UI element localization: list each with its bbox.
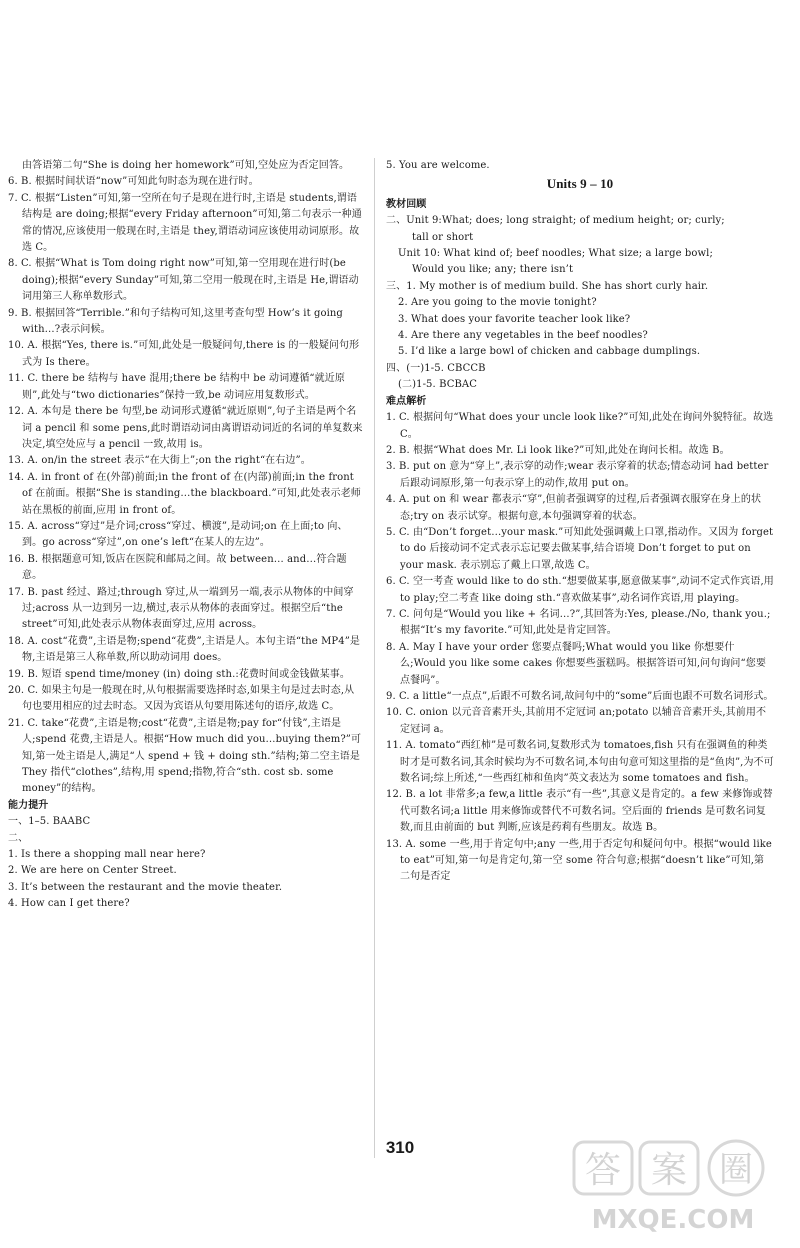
- answer-text: 问句是“Would you like + 名词…?”,其回答为:Yes, please./No, thank you.;根据“It’s my favorite.”可知,此处是肯定回答。: [400, 608, 771, 637]
- right-top-line: 5. You are welcome.: [386, 160, 490, 171]
- review-answer-line: tall or short: [412, 231, 474, 243]
- answer-text: on/in the street 表示“在大街上”;on the right“在右边”。: [41, 455, 311, 467]
- answer-text: 本句是 there be 句型,be 动词形式遵循“就近原则”,句子主语是两个名词 a pencil 和 some pens,此时谓语动词由离谓语动词近的名词的单复数来决定,填空处应与 a pencil 一致,故用 is。: [22, 406, 363, 450]
- answer-number: 6. C.: [386, 576, 413, 588]
- review-answers: [386, 213, 774, 393]
- review-answer-line: Would you like; any; there isn’t: [412, 264, 574, 276]
- answer-number: 13. A.: [386, 838, 420, 850]
- review-answer-line: 5. I’d like a large bowl of chicken and cabbage dumplings.: [398, 346, 701, 358]
- review-answer-line: 4. Are there any vegetables in the beef noodles?: [398, 330, 648, 342]
- answer-text: cost“花费”,主语是物;spend“花费”,主语是人。本句主语“the MP4”是物,主语是第三人称单数,所以助动词用 does。: [22, 635, 361, 664]
- watermark-url: MXQE.COM: [591, 1205, 755, 1235]
- answer-text: 根据“What is Tom doing right now”可知,第一空用现在进行时(be doing);根据“every Sunday”可知,第二空用一般现在时,主语是 He,谓语动词用第三人称单数形式。: [22, 258, 359, 303]
- review-answer-line: 二、Unit 9:What; does; long straight; of medium height; or; curly;: [386, 215, 725, 227]
- answer-number: 12. B.: [386, 789, 420, 801]
- section-title-difficult: 难点解析: [386, 395, 427, 407]
- review-answer-line: 三、1. My mother is of medium build. She has short curly hair.: [386, 280, 709, 292]
- answer-number: 7. C.: [386, 608, 413, 620]
- right-column: [386, 158, 774, 886]
- answer-item: [8, 634, 363, 667]
- answer-text: 根据时间状语“now”可知此句时态为现在进行时。: [35, 176, 259, 188]
- answer-item: [8, 453, 363, 469]
- answer-item: [8, 174, 363, 190]
- answer-item: [8, 158, 363, 174]
- answer-item: [386, 787, 774, 836]
- answer-item: [8, 552, 363, 585]
- ability-answer-line: 3. It’s between the restaurant and the movie theater.: [8, 881, 283, 893]
- answer-item: [386, 689, 774, 705]
- answer-number: 17. B.: [8, 586, 42, 598]
- answer-item: [8, 404, 363, 453]
- answer-number: 9. C.: [386, 691, 413, 702]
- watermark-logo: [568, 1136, 778, 1236]
- answer-item: [8, 470, 363, 519]
- answer-text: some 一些,用于肯定句中;any 一些,用于否定句和疑问句中。根据“would like to eat”可知,第一句是肯定句,第一空 some 符合句意;根据“doesn’t like”可知,第二句是否定: [400, 838, 772, 883]
- answer-text: in front of 在(外部)前面;in the front of 在(内部)前面;in the front of 在前面。根据“She is standing…the blackboard.”可知,此处表示老师站在黑板的前面,应用 in front of。: [22, 471, 361, 516]
- answer-number: 18. A.: [8, 635, 42, 647]
- units-title: Units 9 – 10: [546, 176, 614, 192]
- answer-number: 13. A.: [8, 455, 42, 467]
- answer-number: 2. B.: [386, 444, 414, 456]
- answer-text: 如果主句是一般现在时,从句根据需要选择时态,如果主句是过去时态,从句也要用相应的过去时态。又因为宾语从句要用陈述句的语序,故选 C。: [22, 685, 355, 713]
- ability-answer-line: 4. How can I get there?: [8, 898, 130, 910]
- left-column: [8, 158, 363, 913]
- answer-number: 1. C.: [386, 412, 413, 424]
- answer-number: 8. A.: [386, 641, 413, 653]
- answer-text: there be 结构与 have 混用;there be 结构中 be 动词遵循“就近原则”,此处与“two dictionaries”保持一致,be 动词应用复数形式。: [22, 373, 345, 401]
- answer-text: 由“Don’t forget…your mask.”可知此处强调戴上口罩,指动作。又因为 forget to do 后接动词不定式表示忘记要去做某事,结合语境 Don’t forget to put on your mask. 表示别忘了戴上口罩,故选 C。: [400, 526, 774, 571]
- answer-number: 16. B.: [8, 553, 42, 565]
- answer-text: 根据题意可知,饭店在医院和邮局之间。故 between… and…符合题意。: [22, 553, 347, 582]
- answer-item: [386, 574, 774, 607]
- answer-item: [8, 191, 363, 257]
- answer-number: 19. B.: [8, 668, 42, 680]
- answer-item: [386, 492, 774, 525]
- ability-answer-line: 一、1–5. BAABC: [8, 816, 91, 828]
- answer-number: 21. C.: [8, 717, 42, 729]
- review-answer-line: Unit 10: What kind of; beef noodles; What size; a large bowl;: [398, 248, 713, 260]
- review-answer-line: 2. Are you going to the movie tonight?: [398, 297, 597, 309]
- answer-number: 6. B.: [8, 176, 36, 188]
- answer-text: 根据“Listen”可知,第一空所在句子是现在进行时,主语是 students,谓语结构是 are doing;根据“every Friday afternoon”可知,第二句表示一种通常的情况,应该使用一般现在时,主语是 they,谓语动词应该使用动词原形。故选 C。: [22, 192, 362, 254]
- answer-item: [8, 338, 363, 371]
- page-number: 310: [385, 1138, 415, 1157]
- answer-item: [386, 705, 774, 738]
- answer-item: [386, 607, 774, 640]
- ability-answer-line: 2. We are here on Center Street.: [8, 865, 177, 877]
- answer-item: [386, 410, 774, 443]
- answer-number: 14. A.: [8, 471, 42, 483]
- answer-number: 10. C.: [386, 707, 420, 719]
- answer-text: May I have your order 您要点餐吗;What would you like 你想要什么;Would you like some cakes 你想要些蛋糕吗。根据答语可知,问句询问“您要点餐吗”。: [400, 641, 766, 686]
- answer-item: [8, 519, 363, 552]
- section-title-review: 教材回顾: [386, 198, 427, 210]
- answer-text: a lot 非常多;a few,a little 表示“有一些”,其意义是肯定的。a few 来修饰或替代可数名词;a little 用来修饰或替代不可数名词。空后面的 friends 是可数名词复数,而且由前面的 but 判断,应该是药莉有些朋友。故选 B。: [400, 789, 773, 834]
- answer-number: 5. C.: [386, 526, 413, 538]
- answer-number: 8. C.: [8, 258, 35, 270]
- answer-item: [8, 716, 363, 798]
- answer-text: 根据“Yes, there is.”可知,此处是一般疑问句,there is 的一般疑问句形式为 Is there。: [22, 340, 360, 368]
- answer-number: 12. A.: [8, 406, 42, 418]
- section-title-ability: 能力提升: [8, 799, 49, 811]
- answer-text: put on 和 wear 都表示“穿”,但前者强调穿的过程,后者强调衣服穿在身上的状态;try on 表示试穿。根据句意,本句强调穿着的状态。: [400, 494, 762, 522]
- answer-number: 7. C.: [8, 192, 35, 204]
- answer-text: take“花费”,主语是物;cost“花费”,主语是物;pay for“付钱”,主语是人;spend 花费,主语是人。根据“How much did you…buying them?”可知,第一处主语是人,满足“人 spend + 钱 + doing sth.”结构;第二空主语是 They 指代“clothes”,结构,用 spend;指物,符合“sth. cost sb. some money”的结构。: [22, 717, 362, 795]
- answer-text: put on 意为“穿上”,表示穿的动作;wear 表示穿着的状态;情态动词 had better 后跟动词原形,第一句表示穿上的动作,故用 put on。: [400, 461, 769, 489]
- answer-number: 3. B.: [386, 461, 414, 473]
- answer-item: [386, 837, 774, 886]
- answer-number: 10. A.: [8, 340, 42, 352]
- answer-text: a little“一点点”,后跟不可数名词,故问句中的“some”后面也跟不可数名词形式。: [412, 691, 774, 702]
- answer-text: onion 以元音音素开头,其前用不定冠词 an;potato 以辅音音素开头,其前用不定冠词 a。: [400, 707, 767, 735]
- answer-item: [8, 306, 363, 339]
- answer-number: 20. C.: [8, 685, 42, 696]
- watermark-char: 案: [650, 1150, 688, 1191]
- answer-text: across“穿过”是介词;cross“穿过、横渡”,是动词;on 在上面;to 向、到。go across“穿过”,on one’s left“在某人的左边”。: [22, 520, 348, 549]
- answer-item: [386, 738, 774, 787]
- answer-number: 9. B.: [8, 307, 36, 319]
- answer-item: [386, 443, 774, 459]
- watermark-char: 圈: [719, 1150, 753, 1190]
- answer-text: 根据回答“Terrible.”和句子结构可知,这里考查句型 How’s it going with…?表示问候。: [22, 307, 343, 336]
- answer-number: 15. A.: [8, 520, 42, 532]
- answer-item: [8, 585, 363, 634]
- answer-item: [386, 459, 774, 492]
- answer-item: [8, 667, 363, 683]
- ability-answer-line: 二、: [8, 832, 29, 844]
- answer-text: tomato“西红柿”是可数名词,复数形式为 tomatoes,fish 只有在强调鱼的种类时才是可数名词,其余时候均为不可数名词,本句由句意可知这里指的是“鱼肉”,为不可数名词;综上所述,“一些西红柿和鱼肉”英文表达为 some tomatoes and fish。: [400, 740, 774, 785]
- review-answer-line: 四、(一)1-5. CBCCB: [386, 362, 486, 374]
- answer-item: [386, 525, 774, 574]
- answer-item: [386, 640, 774, 689]
- review-answer-line: (二)1-5. BCBAC: [398, 379, 477, 391]
- ability-answer-line: 1. Is there a shopping mall near here?: [8, 849, 206, 861]
- review-answer-line: 3. What does your favorite teacher look like?: [398, 313, 631, 325]
- watermark-char: 答: [584, 1150, 622, 1191]
- answer-text: 短语 spend time/money (in) doing sth.:花费时间或金钱做某事。: [41, 668, 350, 680]
- answer-text: 根据“What does Mr. Li look like?”可知,此处在询问长相。故选 B。: [413, 444, 730, 456]
- answer-number: 4. A.: [386, 494, 413, 506]
- answer-text: 空一考查 would like to do sth.“想要做某事,愿意做某事”,动词不定式作宾语,用 to play;空二考查 like doing sth.“喜欢做某事”,动名词作宾语,用 playing。: [400, 576, 774, 604]
- answer-text: 根据问句“What does your uncle look like?”可知,此处在询问外貌特征。故选 C。: [400, 412, 774, 440]
- answer-item: [8, 371, 363, 404]
- answer-text: past 经过、路过;through 穿过,从一端到另一端,表示从物体的中间穿过;across 从一边到另一边,横过,表示从物体的表面穿过。根据空后“the street”可知,此处表示从物体表面穿过,应用 across。: [22, 586, 354, 631]
- difficult-explanations: [386, 410, 774, 886]
- answer-number: 11. C.: [8, 373, 42, 385]
- answer-text: 由答语第二句“She is doing her homework”可知,空处应为否定回答。: [22, 160, 350, 171]
- answer-number: 11. A.: [386, 740, 420, 752]
- answer-item: [8, 256, 363, 305]
- answer-item: [8, 683, 363, 716]
- column-divider: [374, 158, 375, 1158]
